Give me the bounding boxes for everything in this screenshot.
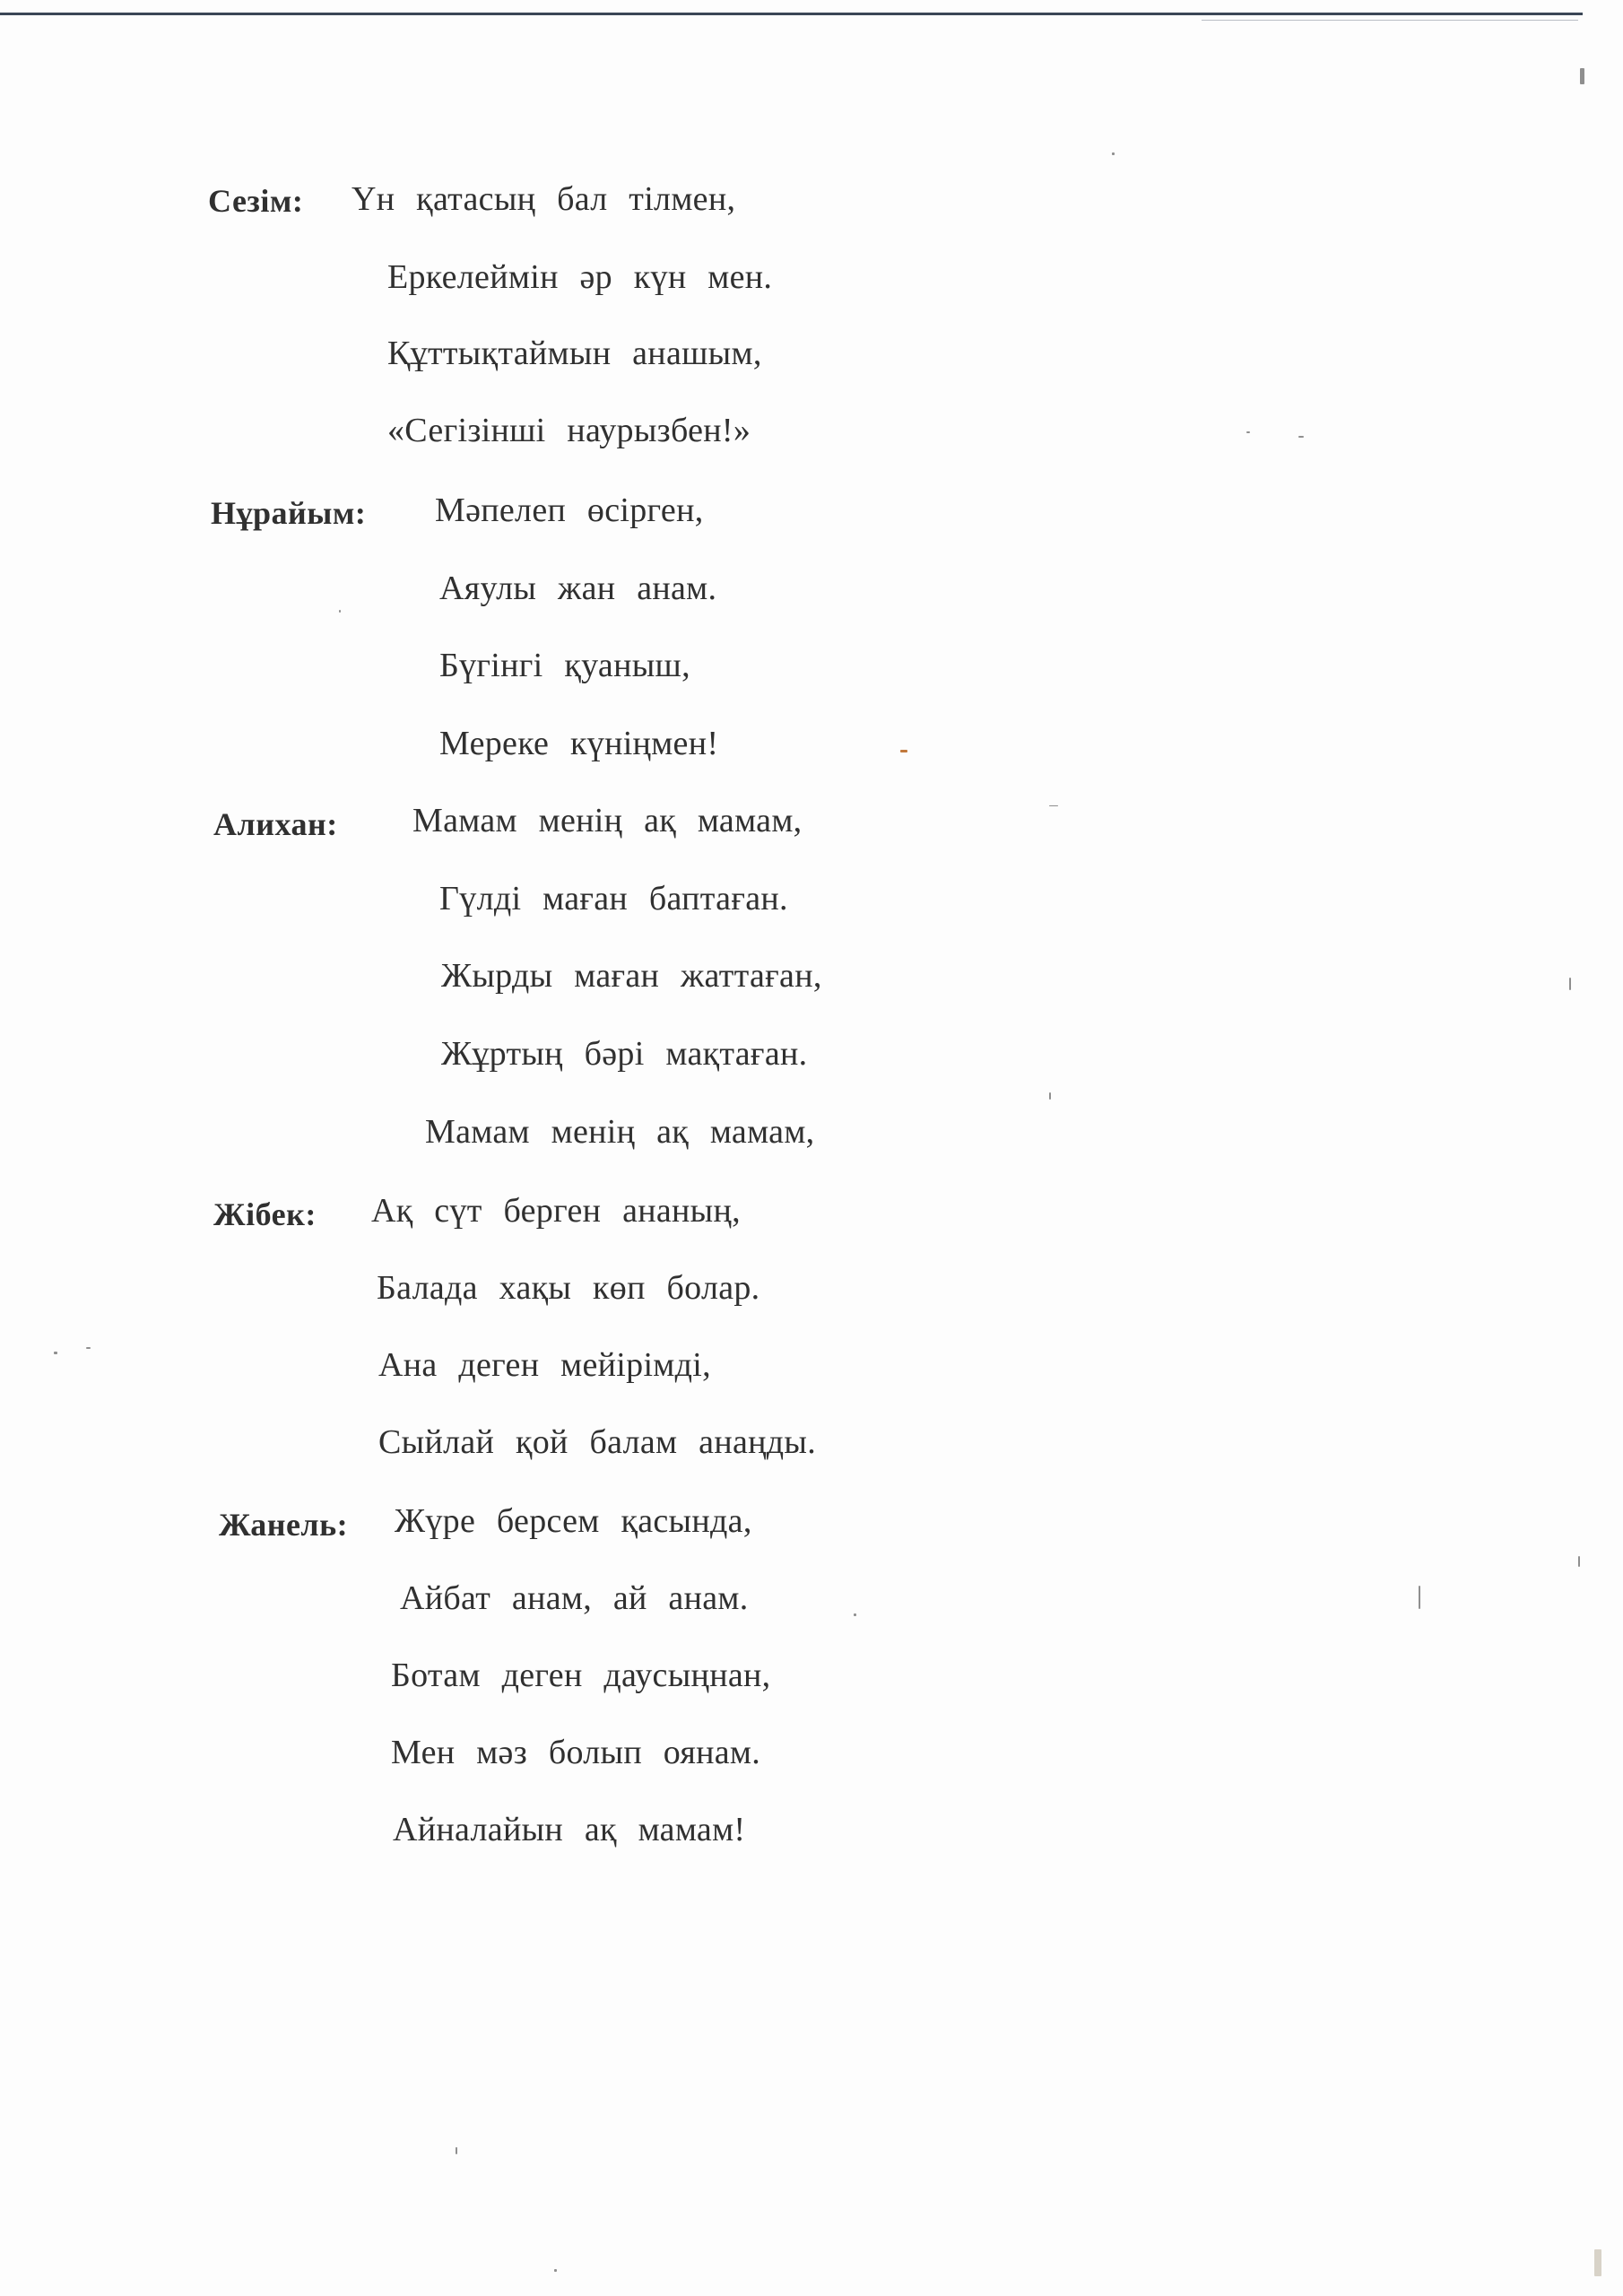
- speaker-zhanel: Жанель:: [219, 1507, 349, 1543]
- poem-line: Ақ сүт берген ананың,: [371, 1192, 741, 1230]
- speaker-sezim: Сезім:: [208, 183, 304, 219]
- poem-line: Балада хақы көп болар.: [377, 1269, 760, 1307]
- speaker-zhibek: Жібек:: [213, 1196, 317, 1232]
- poem-line: Жүре берсем қасында,: [395, 1502, 752, 1540]
- poem-line: Жырды маған жаттаған,: [441, 957, 822, 995]
- speaker-nurayim: Нұрайым:: [211, 495, 367, 531]
- scan-speck: [1580, 68, 1584, 84]
- scan-speck: [1049, 1092, 1051, 1100]
- poem-line: Ботам деген даусыңнан,: [391, 1657, 771, 1694]
- poem-line: Еркелеймін әр күн мен.: [387, 258, 773, 296]
- poem-line: «Сегізінші наурызбен!»: [387, 412, 751, 449]
- scan-speck: [900, 750, 907, 752]
- poem-line: Мамам менің ақ мамам,: [425, 1113, 815, 1151]
- scan-speck: [1112, 152, 1115, 155]
- poem-line: Жұртың бәрі мақтаған.: [441, 1035, 808, 1073]
- poem-line: Бүгінгі қуаныш,: [439, 647, 690, 684]
- speaker-alikhan: Алихан:: [213, 806, 338, 842]
- poem-line: Ана деген мейірімді,: [378, 1346, 711, 1384]
- top-faint-line: [1202, 20, 1578, 21]
- scan-speck: [1246, 431, 1250, 433]
- poem-line: Аяулы жан анам.: [439, 570, 717, 607]
- poem-line: Айбат анам, ай анам.: [400, 1579, 749, 1617]
- scan-speck: [1594, 2249, 1601, 2276]
- scan-speck: [456, 2147, 457, 2154]
- scan-speck: [339, 610, 341, 613]
- scan-speck: [1298, 436, 1304, 438]
- poem-line: Мәпелеп өсірген,: [435, 491, 704, 529]
- scan-speck: [1049, 805, 1058, 806]
- scan-speck: [1569, 978, 1571, 990]
- poem-line: Мереке күніңмен!: [439, 725, 719, 762]
- scan-speck: [554, 2269, 557, 2272]
- poem-line: Құттықтаймын анашым,: [387, 335, 762, 372]
- poem-line: Мен мәз болып оянам.: [391, 1734, 761, 1771]
- scan-speck: [1419, 1586, 1420, 1609]
- poem-line: Мамам менің ақ мамам,: [412, 802, 803, 839]
- poem-line: Сыйлай қой балам анаңды.: [378, 1423, 817, 1461]
- scan-speck: [86, 1347, 91, 1349]
- poem-line: Гүлді маған баптаған.: [439, 880, 788, 918]
- top-border-line: [0, 13, 1583, 15]
- scan-speck: [54, 1352, 57, 1354]
- scan-speck: [854, 1613, 856, 1616]
- scan-speck: [1578, 1556, 1580, 1567]
- poem-line: Айналайын ақ мамам!: [393, 1811, 746, 1848]
- poem-line: Үн қатасың бал тілмен,: [352, 180, 736, 218]
